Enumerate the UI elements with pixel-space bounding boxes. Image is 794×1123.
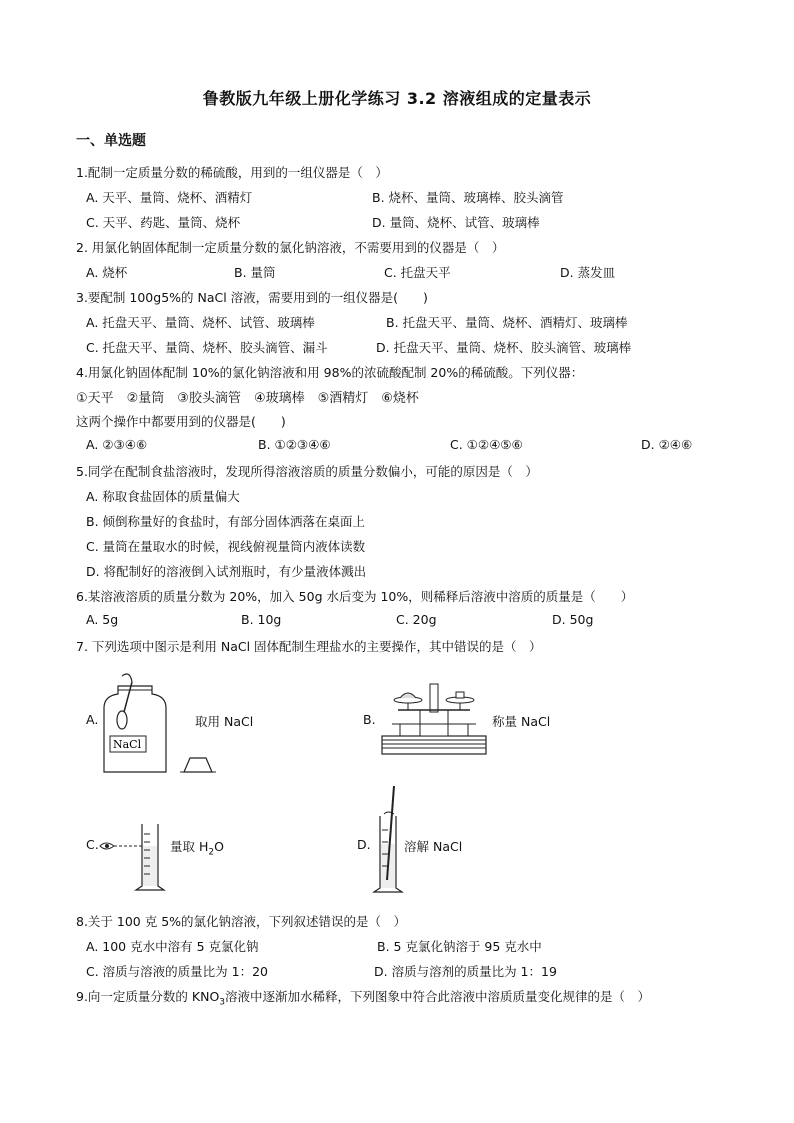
- q4-option-c[interactable]: C. ①②④⑤⑥: [450, 437, 523, 452]
- q8-option-c[interactable]: C. 溶质与溶液的质量比为 1：20: [86, 964, 269, 979]
- q7-figure-b-letter[interactable]: B.: [363, 712, 376, 727]
- q4-option-b[interactable]: B. ①②③④⑥: [258, 437, 331, 452]
- q7-figure-c-caption: 量取 $H_2O$: [170, 839, 224, 858]
- q5-option-b[interactable]: B. 倾倒称量好的食盐时，有部分固体洒落在桌面上: [86, 514, 366, 529]
- q5-option-d[interactable]: D. 将配制好的溶液倒入试剂瓶时，有少量液体溅出: [86, 564, 367, 579]
- question-8-stem: 8.关于 100 克 5%的氯化钠溶液，下列叙述错误的是（ ）: [76, 914, 407, 929]
- q8-option-d[interactable]: D. 溶质与溶剂的质量比为 1：19: [374, 964, 557, 979]
- q7-figure-b-caption: 称量 NaCl: [492, 714, 551, 729]
- q8-option-b[interactable]: B. 5 克氯化钠溶于 95 克水中: [377, 939, 542, 954]
- q7-figure-d-letter[interactable]: D.: [357, 837, 371, 852]
- q4-option-a[interactable]: A. ②③④⑥: [86, 437, 148, 452]
- q5-option-c[interactable]: C. 量筒在量取水的时候，视线俯视量筒内液体读数: [86, 539, 366, 554]
- q6-option-b[interactable]: B. 10g: [241, 612, 282, 627]
- q6-option-d[interactable]: D. 50g: [552, 612, 594, 627]
- question-9-stem: 9.向一定质量分数的 $KNO_3$溶液中逐渐加水稀释，下列图象中符合此溶液中溶质质量变化规律的是（ ）: [76, 989, 651, 1008]
- question-4-instruments: ①天平 ②量筒 ③胶头滴管 ④玻璃棒 ⑤酒精灯 ⑥烧杯: [76, 391, 419, 406]
- page-title: 鲁教版九年级上册化学练习 3.2 溶液组成的定量表示: [202, 89, 592, 108]
- q5-option-a[interactable]: A. 称取食盐固体的质量偏大: [86, 489, 240, 504]
- q1-option-a[interactable]: A. 天平、量筒、烧杯、酒精灯: [86, 190, 253, 205]
- question-4-prompt: 这两个操作中都要用到的仪器是( ): [76, 414, 286, 429]
- q7-figure-a-caption: 取用 NaCl: [195, 714, 254, 729]
- q6-option-c[interactable]: C. 20g: [396, 612, 437, 627]
- bottle-label: NaCl: [113, 738, 142, 751]
- q3-option-c[interactable]: C. 托盘天平、量筒、烧杯、胶头滴管、漏斗: [86, 340, 328, 355]
- question-4-stem: 4.用氯化钠固体配制 10%的氯化钠溶液和用 98%的浓硫酸配制 20%的稀硫酸。下列仪器：: [76, 365, 584, 380]
- q4-option-d[interactable]: D. ②④⑥: [641, 437, 693, 452]
- question-1-stem: 1.配制一定质量分数的稀硫酸，用到的一组仪器是（ ）: [76, 165, 388, 180]
- q2-option-d[interactable]: D. 蒸发皿: [560, 265, 616, 280]
- question-3-stem: 3.要配制 100g5%的 NaCl 溶液，需要用到的一组仪器是( ): [76, 290, 428, 305]
- balance-figure: [380, 680, 490, 758]
- q1-option-c[interactable]: C. 天平、药匙、量筒、烧杯: [86, 215, 241, 230]
- q2-option-c[interactable]: C. 托盘天平: [384, 265, 451, 280]
- question-5-stem: 5.同学在配制食盐溶液时，发现所得溶液溶质的质量分数偏小，可能的原因是（ ）: [76, 464, 538, 479]
- q2-option-b[interactable]: B. 量筒: [234, 265, 276, 280]
- q8-option-a[interactable]: A. 100 克水中溶有 5 克氯化钠: [86, 939, 259, 954]
- q3-option-a[interactable]: A. 托盘天平、量筒、烧杯、试管、玻璃棒: [86, 315, 315, 330]
- question-7-stem: 7. 下列选项中图示是利用 NaCl 固体配制生理盐水的主要操作，其中错误的是（ ）: [76, 639, 542, 654]
- q1-option-b[interactable]: B. 烧杯、量筒、玻璃棒、胶头滴管: [372, 190, 564, 205]
- q7-figure-c-letter[interactable]: C.: [86, 837, 99, 852]
- q6-option-a[interactable]: A. 5g: [86, 612, 119, 627]
- q1-option-d[interactable]: D. 量筒、烧杯、试管、玻璃棒: [372, 215, 540, 230]
- q7-figure-a-letter[interactable]: A.: [86, 712, 99, 727]
- q2-option-a[interactable]: A. 烧杯: [86, 265, 128, 280]
- q3-option-d[interactable]: D. 托盘天平、量筒、烧杯、胶头滴管、玻璃棒: [376, 340, 632, 355]
- graduated-cylinder: [134, 822, 174, 894]
- q7-figure-d-caption: 溶解 NaCl: [404, 839, 463, 854]
- question-2-stem: 2. 用氯化钠固体配制一定质量分数的氯化钠溶液，不需要用到的仪器是（ ）: [76, 240, 505, 255]
- question-6-stem: 6.某溶液溶质的质量分数为 20%，加入 50g 水后变为 10%，则稀释后溶液中溶质的质量是（ ）: [76, 589, 634, 604]
- section-heading: 一、单选题: [76, 133, 146, 149]
- q3-option-b[interactable]: B. 托盘天平、量筒、烧杯、酒精灯、玻璃棒: [386, 315, 628, 330]
